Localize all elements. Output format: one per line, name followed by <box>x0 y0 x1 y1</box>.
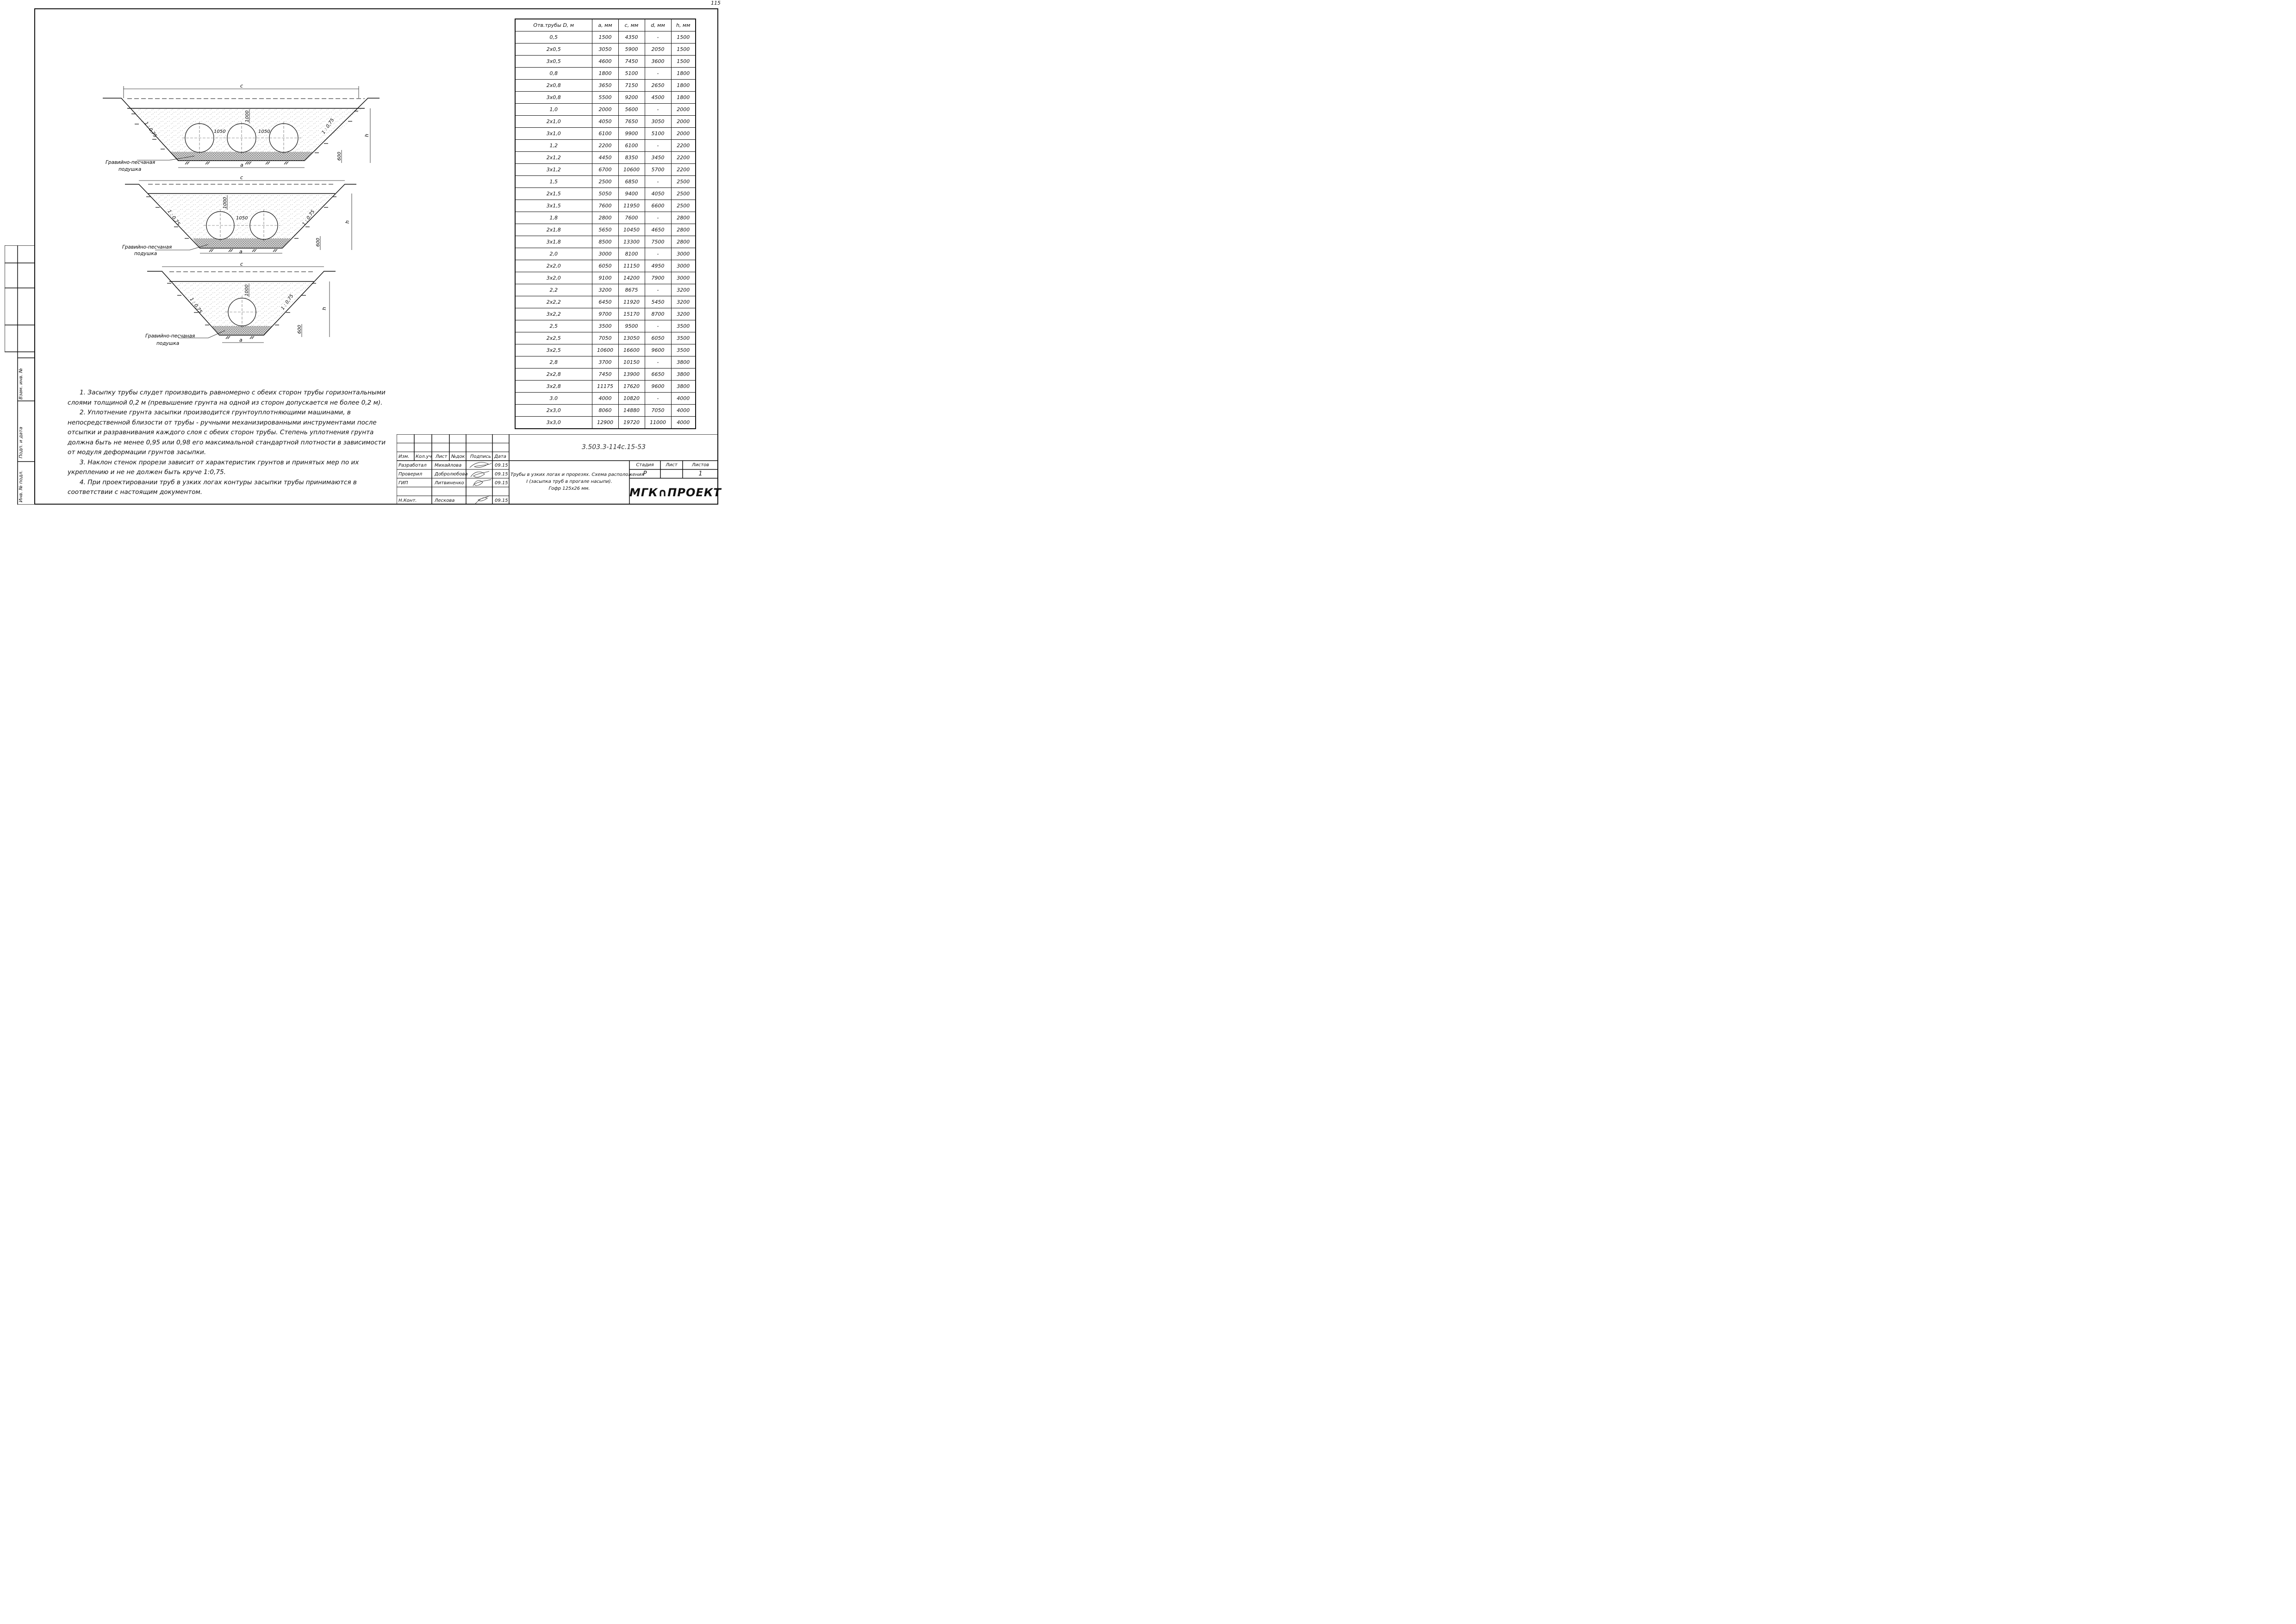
table-cell: 3200 <box>592 284 618 296</box>
tb-header-izm: Изм. <box>398 454 410 459</box>
table-cell: 3500 <box>671 332 696 344</box>
table-cell: - <box>645 31 671 44</box>
table-row <box>515 405 696 417</box>
table-cell: 1,8 <box>515 212 592 224</box>
tb-header-kol: Кол.уч <box>416 454 432 459</box>
table-cell: 16600 <box>618 344 645 356</box>
table-cell: 6850 <box>618 176 645 188</box>
table-cell: 14880 <box>618 405 645 417</box>
table-cell: 2000 <box>592 104 618 116</box>
slope-3-right: 1 : 0,75 <box>280 293 295 311</box>
inv-orig-label: Инв. № подл. <box>19 470 24 502</box>
table-cell: 2000 <box>671 116 696 128</box>
table-cell: 5600 <box>618 104 645 116</box>
table-cell: 5050 <box>592 188 618 200</box>
dim-bed-2: 600 <box>316 237 321 247</box>
table-cell: 3650 <box>592 80 618 92</box>
table-cell: 1800 <box>592 68 618 80</box>
name-checked: Добролюбова <box>435 472 468 477</box>
table-cell: 3000 <box>671 272 696 284</box>
table-row <box>515 344 696 356</box>
table-row <box>515 56 696 68</box>
table-cell: 4600 <box>592 56 618 68</box>
cushion-label-2b: подушка <box>134 251 157 256</box>
table-cell: 2,5 <box>515 320 592 332</box>
table-cell: 10820 <box>618 393 645 405</box>
dim-cover-2: 1000 <box>223 197 228 209</box>
note-2: 2. Уплотнение грунта засыпки производится грунтоуплотняющими машинами, в непосредственной близости от трубы - ручными механизированными инструментами после отсыпки и разравнивания каждого слоя с обеих сторон трубы. Степень уплотнения грунта должна быть не менее 0,95 или 0,98 его максимальной стандартной плотности в зависимости от модуля деформации грунтов засыпки. <box>68 409 386 456</box>
table-row <box>515 188 696 200</box>
table-cell: 5650 <box>592 224 618 236</box>
table-cell: 7900 <box>645 272 671 284</box>
table-cell: 11000 <box>645 417 671 429</box>
dim-c-3: c <box>240 261 243 267</box>
trench-drawings <box>0 0 509 384</box>
title-line-3: Гофр 125х26 мм. <box>548 486 590 491</box>
date-norm: 09.15 <box>495 498 508 503</box>
table-cell: 2х1,0 <box>515 116 592 128</box>
table-cell: 4000 <box>671 393 696 405</box>
table-cell: 3500 <box>592 320 618 332</box>
date-checked: 09.15 <box>495 472 508 477</box>
table-row <box>515 80 696 92</box>
col-header-a: a, мм <box>592 19 618 31</box>
stage-value: Р <box>643 470 647 477</box>
table-cell: 2,2 <box>515 284 592 296</box>
table-cell: 5700 <box>645 164 671 176</box>
role-gip: ГИП <box>398 481 408 486</box>
table-cell: 9600 <box>645 344 671 356</box>
date-gip: 09.15 <box>495 481 508 486</box>
table-cell: 8350 <box>618 152 645 164</box>
table-cell: 14200 <box>618 272 645 284</box>
note-3: 3. Наклон стенок прорези зависит от характеристик грунтов и принятых мер по их укреплению и не не должен быть круче 1:0,75. <box>68 458 359 476</box>
slope-1-right: 1 : 0,75 <box>321 117 336 135</box>
table-cell: 9500 <box>618 320 645 332</box>
table-cell: 4950 <box>645 260 671 272</box>
trench-two-pipes <box>122 175 356 256</box>
table-cell: 2,8 <box>515 356 592 369</box>
table-cell: 3.0 <box>515 393 592 405</box>
company-logo: МГК∩ПРОЕКТ <box>629 486 722 499</box>
stage-label: Стадия <box>636 462 654 468</box>
table-cell: 2х2,0 <box>515 260 592 272</box>
table-row <box>515 393 696 405</box>
dim-a-2: a <box>239 249 243 255</box>
slope-2-left: 1 : 0,75 <box>166 209 181 227</box>
name-developed: Михайлова <box>435 463 462 468</box>
table-cell: 8060 <box>592 405 618 417</box>
dim-spacing-1b: 1050 <box>258 129 270 134</box>
table-cell: 17620 <box>618 381 645 393</box>
table-cell: 7050 <box>592 332 618 344</box>
table-cell: 1,5 <box>515 176 592 188</box>
table-cell: 6650 <box>645 369 671 381</box>
table-cell: 7450 <box>592 369 618 381</box>
table-row <box>515 92 696 104</box>
tb-header-list: Лист <box>436 454 448 459</box>
table-cell: 4450 <box>592 152 618 164</box>
table-cell: 3450 <box>645 152 671 164</box>
table-cell: 10600 <box>592 344 618 356</box>
table-row <box>515 296 696 308</box>
table-cell: 9100 <box>592 272 618 284</box>
table-cell: 3х1,0 <box>515 128 592 140</box>
table-cell: 8100 <box>618 248 645 260</box>
table-cell: 10600 <box>618 164 645 176</box>
slope-2-right: 1 : 0,75 <box>301 209 316 227</box>
table-cell: 13300 <box>618 236 645 248</box>
table-header-row <box>515 19 696 31</box>
table-cell: 7600 <box>592 200 618 212</box>
slope-3-left: 1 : 0,75 <box>188 297 203 315</box>
table-cell: 7500 <box>645 236 671 248</box>
dim-spacing-2: 1050 <box>236 216 248 221</box>
table-cell: 8675 <box>618 284 645 296</box>
table-row <box>515 44 696 56</box>
table-cell: 6050 <box>592 260 618 272</box>
col-header-d: d, мм <box>645 19 671 31</box>
table-cell: 5100 <box>618 68 645 80</box>
table-row <box>515 308 696 320</box>
slope-1-left: 1 : 0,75 <box>143 121 158 139</box>
table-cell: - <box>645 104 671 116</box>
table-cell: 13050 <box>618 332 645 344</box>
table-cell: 2650 <box>645 80 671 92</box>
table-cell: 3х2,0 <box>515 272 592 284</box>
table-cell: 6600 <box>645 200 671 212</box>
table-cell: 8700 <box>645 308 671 320</box>
table-cell: 3х3,0 <box>515 417 592 429</box>
table-row <box>515 332 696 344</box>
table-cell: 2х2,5 <box>515 332 592 344</box>
table-cell: 4000 <box>671 417 696 429</box>
table-cell: 1,0 <box>515 104 592 116</box>
table-cell: - <box>645 284 671 296</box>
cushion-label-3b: подушка <box>156 341 180 346</box>
sheets-value: 1 <box>698 470 703 477</box>
table-row <box>515 116 696 128</box>
table-cell: 2500 <box>671 188 696 200</box>
table-cell: 2х1,5 <box>515 188 592 200</box>
name-norm: Лескова <box>435 498 455 503</box>
table-cell: 10450 <box>618 224 645 236</box>
table-cell: 5900 <box>618 44 645 56</box>
table-cell: 3х1,5 <box>515 200 592 212</box>
table-cell: 2х1,8 <box>515 224 592 236</box>
table-row <box>515 236 696 248</box>
col-header-c: c, мм <box>618 19 645 31</box>
notes <box>68 388 387 498</box>
table-cell: 8500 <box>592 236 618 248</box>
table-cell: 0,5 <box>515 31 592 44</box>
table-cell: 2500 <box>592 176 618 188</box>
table-cell: 3х1,2 <box>515 164 592 176</box>
table-cell: 3000 <box>592 248 618 260</box>
table-cell: 2500 <box>671 176 696 188</box>
table-cell: 12900 <box>592 417 618 429</box>
table-row <box>515 31 696 44</box>
col-header-h: h, мм <box>671 19 696 31</box>
sign-date-label: Подп. и дата <box>19 426 24 458</box>
table-cell: 2000 <box>671 128 696 140</box>
table-row <box>515 68 696 80</box>
table-cell: 2200 <box>671 140 696 152</box>
table-row <box>515 128 696 140</box>
table-cell: 3х0,8 <box>515 92 592 104</box>
role-developed: Разработал <box>398 463 427 468</box>
table-cell: 2,0 <box>515 248 592 260</box>
table-cell: 3800 <box>671 381 696 393</box>
table-cell: 3000 <box>671 260 696 272</box>
table-cell: 3х1,8 <box>515 236 592 248</box>
table-cell: 19720 <box>618 417 645 429</box>
table-row <box>515 152 696 164</box>
table-cell: 2х2,8 <box>515 369 592 381</box>
table-row <box>515 200 696 212</box>
table-cell: 1800 <box>671 68 696 80</box>
trench-three-pipes <box>103 83 380 172</box>
col-header-diameter: Отв.трубы D, м <box>515 19 592 31</box>
table-cell: 3500 <box>671 344 696 356</box>
table-cell: 9600 <box>645 381 671 393</box>
table-cell: - <box>645 68 671 80</box>
inv-sub-label: Взам. инв. № <box>19 368 24 400</box>
tb-header-doc: №док <box>451 454 465 459</box>
table-cell: 6050 <box>645 332 671 344</box>
table-cell: 0,8 <box>515 68 592 80</box>
table-row <box>515 320 696 332</box>
table-cell: 3х2,5 <box>515 344 592 356</box>
note-4: 4. При проектировании труб в узких логах контуры засыпки трубы принимаются в соответствии с настоящим документом. <box>68 478 357 496</box>
table-cell: 6100 <box>592 128 618 140</box>
table-cell: 3х2,2 <box>515 308 592 320</box>
table-cell: - <box>645 248 671 260</box>
title-line-1: Трубы в узких логах и прорезях. Схема расположения <box>510 472 644 477</box>
table-cell: 11150 <box>618 260 645 272</box>
table-cell: 1500 <box>671 56 696 68</box>
table-row <box>515 272 696 284</box>
table-cell: 2200 <box>592 140 618 152</box>
dim-h-2: h <box>344 220 350 224</box>
table-row <box>515 104 696 116</box>
table-cell: 2х0,8 <box>515 80 592 92</box>
table-cell: 9900 <box>618 128 645 140</box>
table-cell: 6700 <box>592 164 618 176</box>
table-cell: 1800 <box>671 80 696 92</box>
table-cell: - <box>645 212 671 224</box>
table-cell: 7450 <box>618 56 645 68</box>
tb-header-date: Дата <box>494 454 506 459</box>
table-cell: 3800 <box>671 356 696 369</box>
dimensions-table <box>515 19 696 429</box>
table-cell: 1800 <box>671 92 696 104</box>
table-row <box>515 284 696 296</box>
dim-cover-1: 1000 <box>245 110 250 122</box>
table-cell: 1500 <box>671 44 696 56</box>
dim-bed-3: 600 <box>297 325 302 334</box>
table-row <box>515 248 696 260</box>
role-norm: Н.Конт. <box>398 498 417 503</box>
table-cell: 3500 <box>671 320 696 332</box>
table-cell: 5500 <box>592 92 618 104</box>
table-cell: 4350 <box>618 31 645 44</box>
table-cell: 13900 <box>618 369 645 381</box>
dim-bed-1: 600 <box>337 151 342 161</box>
date-developed: 09.15 <box>495 463 508 468</box>
table-cell: 2х2,2 <box>515 296 592 308</box>
table-cell: 3000 <box>671 248 696 260</box>
table-cell: 4000 <box>592 393 618 405</box>
dim-c-2: c <box>240 175 243 181</box>
signatures <box>470 462 492 504</box>
dim-a-3: a <box>239 337 243 343</box>
table-cell: 4500 <box>645 92 671 104</box>
table-cell: 2500 <box>671 200 696 212</box>
table-cell: 3х2,8 <box>515 381 592 393</box>
table-cell: 3700 <box>592 356 618 369</box>
table-row <box>515 164 696 176</box>
table-cell: 7600 <box>618 212 645 224</box>
name-gip: Литвиненко <box>435 481 464 486</box>
table-cell: 4050 <box>592 116 618 128</box>
cushion-label-3a: Гравийно-песчаная <box>145 333 195 339</box>
trench-one-pipe <box>145 261 336 346</box>
dim-spacing-1a: 1050 <box>214 129 226 134</box>
table-cell: 1500 <box>592 31 618 44</box>
table-cell: - <box>645 176 671 188</box>
table-cell: 11175 <box>592 381 618 393</box>
dim-h-3: h <box>321 307 327 310</box>
table-cell: 11920 <box>618 296 645 308</box>
table-cell: 2800 <box>671 212 696 224</box>
doc-code: 3.503.3-114с.15-53 <box>581 443 646 451</box>
table-cell: 2000 <box>671 104 696 116</box>
table-row <box>515 176 696 188</box>
table-row <box>515 356 696 369</box>
table-cell: 7150 <box>618 80 645 92</box>
table-cell: - <box>645 320 671 332</box>
table-row <box>515 224 696 236</box>
table-cell: - <box>645 140 671 152</box>
table-cell: 4000 <box>671 405 696 417</box>
table-cell: 15170 <box>618 308 645 320</box>
table-cell: 2050 <box>645 44 671 56</box>
table-row <box>515 212 696 224</box>
table-row <box>515 260 696 272</box>
table-cell: 2800 <box>671 236 696 248</box>
table-cell: 3050 <box>592 44 618 56</box>
sheets-label: Листов <box>691 462 709 468</box>
note-1: 1. Засыпку трубы слудет производить равномерно с обеих сторон трубы горизонтальными слоями толщиной 0,2 м (превышение грунта на одной из сторон допускается не более 0,2 м). <box>68 389 386 406</box>
table-cell: - <box>645 393 671 405</box>
table-cell: 9400 <box>618 188 645 200</box>
table-cell: 9200 <box>618 92 645 104</box>
sheet-label: Лист <box>666 462 678 468</box>
table-cell: 6450 <box>592 296 618 308</box>
table-cell: 3800 <box>671 369 696 381</box>
table-cell: 7650 <box>618 116 645 128</box>
table-cell: 4650 <box>645 224 671 236</box>
table-row <box>515 381 696 393</box>
table-cell: 2х1,2 <box>515 152 592 164</box>
dim-cover-3: 1000 <box>244 284 249 296</box>
table-cell: 4050 <box>645 188 671 200</box>
table-cell: 7050 <box>645 405 671 417</box>
page-number: 115 <box>711 0 721 6</box>
table-cell: 3200 <box>671 284 696 296</box>
table-cell: 11950 <box>618 200 645 212</box>
table-cell: - <box>645 356 671 369</box>
table-cell: 3200 <box>671 308 696 320</box>
table-cell: 1500 <box>671 31 696 44</box>
table-cell: 5450 <box>645 296 671 308</box>
dim-c-1: c <box>240 83 243 89</box>
table-row <box>515 369 696 381</box>
tb-header-sign: Подпись <box>470 454 491 459</box>
cushion-label-2a: Гравийно-песчаная <box>122 244 172 250</box>
dim-a-1: a <box>240 162 243 168</box>
cushion-label-1b: подушка <box>118 167 142 172</box>
table-cell: 1,2 <box>515 140 592 152</box>
table-cell: 2х0,5 <box>515 44 592 56</box>
table-cell: 2800 <box>671 224 696 236</box>
dim-h-1: h <box>364 134 370 137</box>
table-row <box>515 417 696 429</box>
table-cell: 10150 <box>618 356 645 369</box>
role-checked: Проверил <box>398 472 423 477</box>
table-cell: 3050 <box>645 116 671 128</box>
table-cell: 3200 <box>671 296 696 308</box>
table-row <box>515 140 696 152</box>
cushion-label-1a: Гравийно-песчаная <box>106 160 156 165</box>
table-cell: 2800 <box>592 212 618 224</box>
title-line-2: I (засыпка труб в прогале насыпи). <box>526 479 612 484</box>
title-block <box>397 434 722 505</box>
table-cell: 2х3,0 <box>515 405 592 417</box>
table-cell: 3х0,5 <box>515 56 592 68</box>
table-cell: 6100 <box>618 140 645 152</box>
table-cell: 3600 <box>645 56 671 68</box>
table-cell: 5100 <box>645 128 671 140</box>
table-cell: 2200 <box>671 164 696 176</box>
table-cell: 9700 <box>592 308 618 320</box>
table-cell: 2200 <box>671 152 696 164</box>
